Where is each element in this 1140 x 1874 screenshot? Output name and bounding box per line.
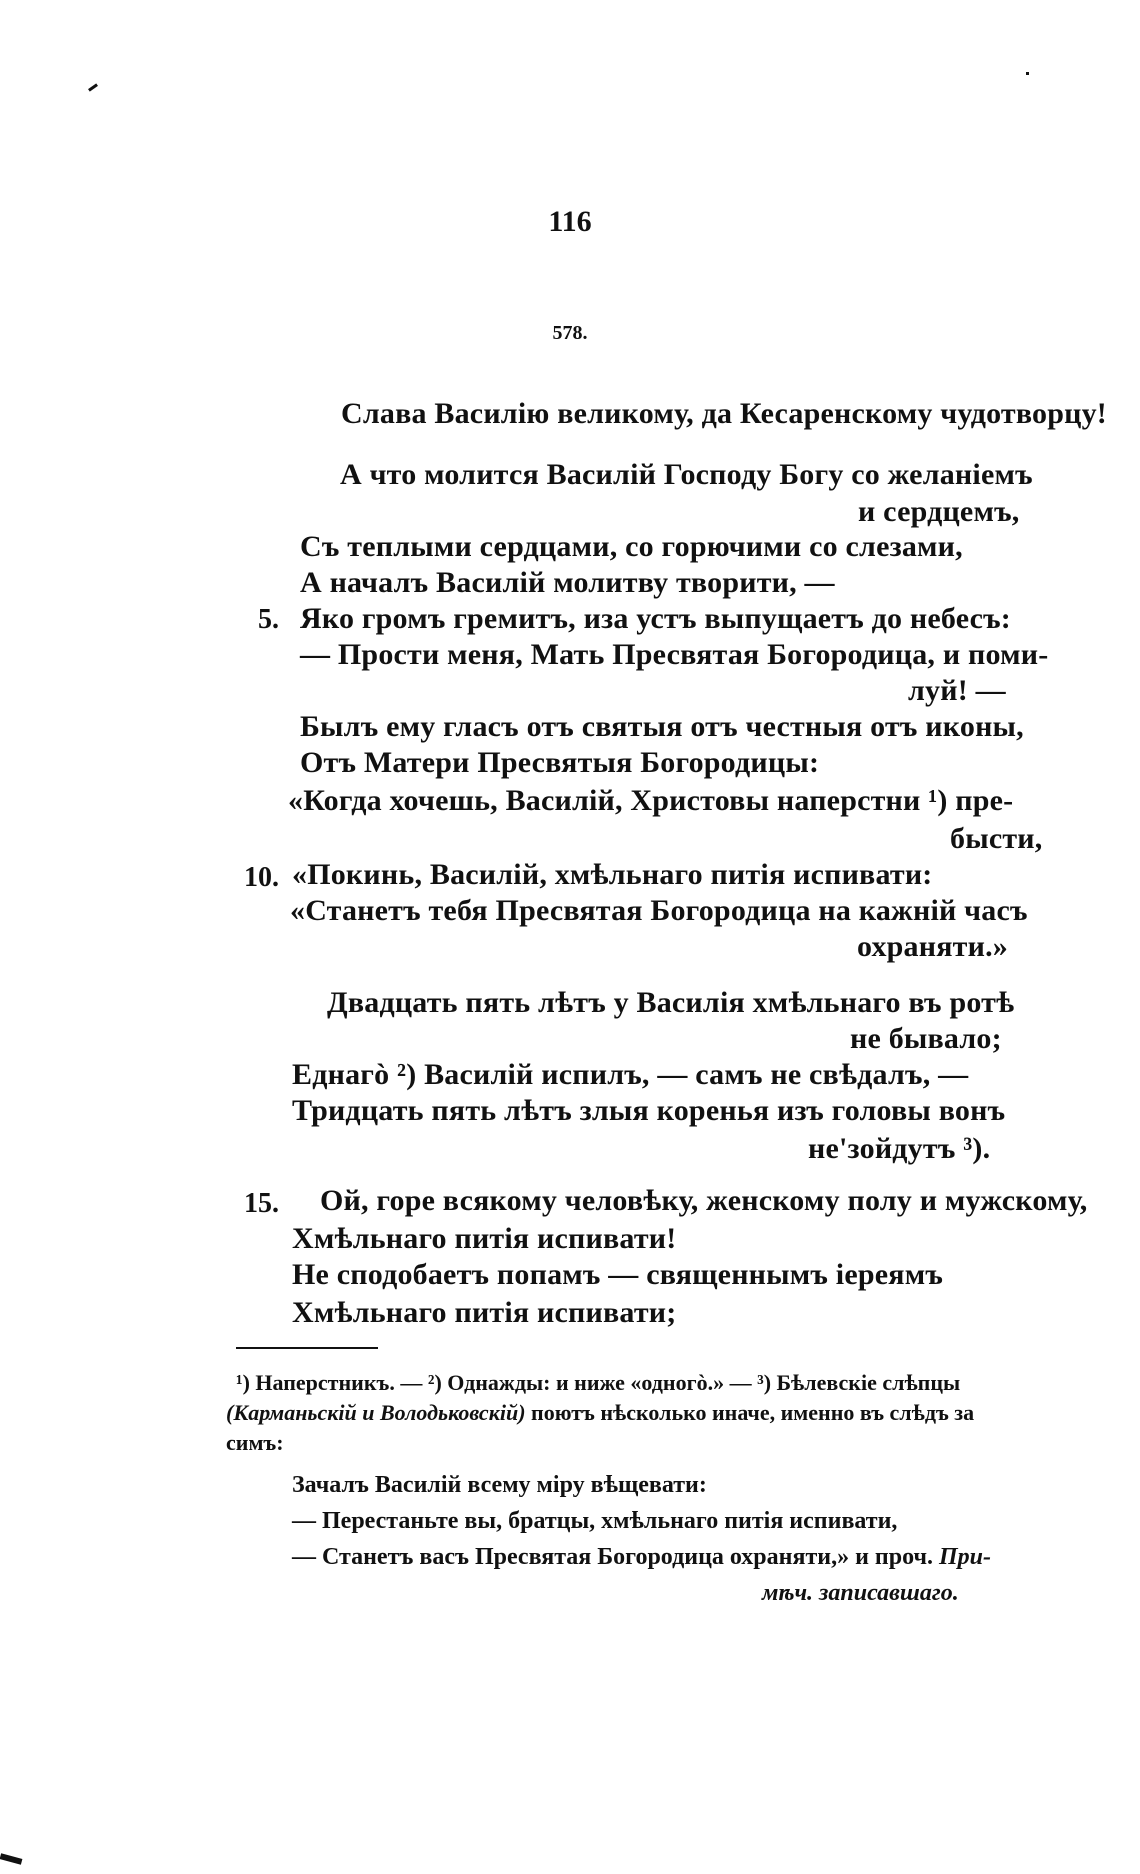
verse-line: Былъ ему гласъ отъ святыя отъ честныя отъ иконы, — [300, 710, 1024, 743]
footnote-rule — [236, 1347, 378, 1349]
verse-line: Хмѣльнаго питія испивати; — [292, 1296, 677, 1329]
verse-line: и сердцемъ, — [858, 495, 1020, 528]
footnote-verse — [292, 1544, 991, 1571]
line-number: 15. — [244, 1188, 279, 1219]
verse-line: Отъ Матери Пресвятыя Богородицы: — [300, 746, 820, 779]
footnote-verse: — Перестаньте вы, братцы, хмѣльнаго питія испивати, — [292, 1508, 898, 1534]
page-number: 116 — [548, 205, 592, 238]
verse-line: не'зойдутъ ³). — [808, 1132, 991, 1165]
verse-line: «Покинь, Василій, хмѣльнаго питія испивати: — [292, 858, 933, 891]
footnote-text: поютъ нѣсколько иначе, именно въ слѣдъ за — [525, 1400, 975, 1425]
song-number: 578. — [552, 322, 588, 344]
line-number: 5. — [258, 604, 279, 635]
verse-line: Яко громъ гремитъ, иза устъ выпущаетъ до небесъ: — [300, 602, 1011, 635]
footnote-italic-names: (Карманьскій и Володьковскій) — [226, 1400, 526, 1425]
verse-line: А началъ Василій молитву творити, — — [300, 566, 835, 599]
footnote-line: ¹) Наперстникъ. — ²) Однажды: и ниже «одногò.» — ³) Бѣлевскіе слѣпцы — [236, 1370, 961, 1395]
verse-line: Тридцать пять лѣтъ злыя коренья изъ головы вонъ — [292, 1094, 1006, 1127]
verse-line: — Прости меня, Мать Пресвятая Богородица, и поми- — [300, 638, 1049, 671]
verse-line: Еднагò ²) Василій испилъ, — самъ не свѣдалъ, — — [292, 1058, 969, 1091]
footnote-line — [226, 1400, 974, 1426]
footnote-verse: Зачалъ Василій всему міру вѣщевати: — [292, 1472, 707, 1498]
footnote-note-italic: мѣч. записавшаго. — [762, 1580, 959, 1606]
line-number: 10. — [244, 862, 279, 893]
footnote-line: симъ: — [226, 1430, 284, 1455]
verse-line: Двадцать пять лѣтъ у Василія хмѣльнаго въ ротѣ — [327, 986, 1015, 1019]
verse-line: Ой, горе всякому человѣку, женскому полу и мужскому, — [320, 1184, 1088, 1217]
verse-line: луй! — — [908, 674, 1006, 707]
footnote-verse-text: — Станетъ васъ Пресвятая Богородица охраняти,» и проч. — [292, 1544, 939, 1570]
verse-line: «Когда хочешь, Василій, Христовы наперстни ¹) пре- — [288, 784, 1014, 817]
footnote-note-italic: При- — [939, 1544, 992, 1570]
scan-speck-mark — [0, 1853, 22, 1864]
verse-line: Хмѣльнаго питія испивати! — [292, 1222, 677, 1255]
verse-line: Слава Василію великому, да Кесаренскому чудотворцу! — [341, 397, 1107, 430]
scan-speck-mark — [88, 83, 98, 91]
scan-speck-mark — [1026, 72, 1029, 75]
verse-line: бысти, — [950, 822, 1043, 855]
verse-line: охраняти.» — [857, 930, 1008, 963]
verse-line: Не сподобаетъ попамъ — священнымъ іереямъ — [292, 1258, 944, 1291]
verse-line: «Станетъ тебя Пресвятая Богородица на кажній часъ — [290, 894, 1028, 927]
verse-line: А что молится Василій Господу Богу со желаніемъ — [340, 458, 1033, 491]
verse-line: Съ теплыми сердцами, со горючими со слезами, — [300, 530, 963, 563]
verse-line: не бывало; — [850, 1022, 1002, 1055]
